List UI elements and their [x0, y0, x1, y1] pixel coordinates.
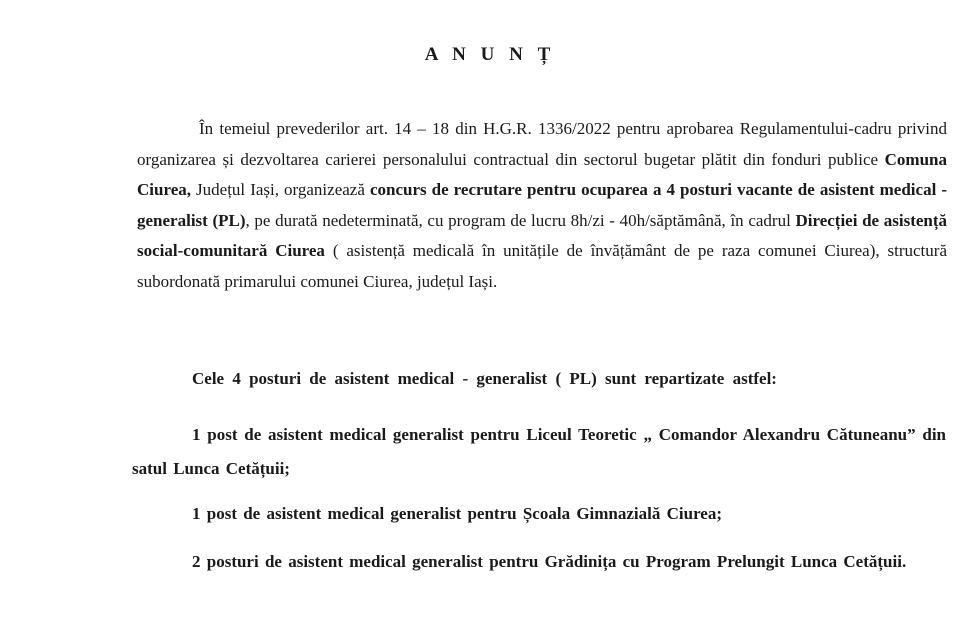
page-title: A N U N Ț: [424, 44, 556, 65]
list-item: 1 post de asistent medical generalist pentru Liceul Teoretic „ Comandor Alexandru Cătuneanu” din satul Lunca Cetățuii;: [132, 425, 946, 478]
intro-contest: concurs de recrutare pentru ocuparea a 4 posturi vacante de asistent medical - generalist (PL): [137, 180, 947, 230]
intro-commune: Comuna Ciurea,: [137, 149, 947, 199]
intro-paragraph: [137, 114, 947, 297]
list-item: 2 posturi de asistent medical generalist pentru Grădinița cu Program Prelungit Lunca Cetățuii.: [192, 552, 907, 571]
intro-text-2: Județul Iași, organizează: [191, 180, 370, 199]
list-item: 1 post de asistent medical generalist pentru Școala Gimnazială Ciurea;: [192, 504, 723, 523]
intro-text-1: În temeiul prevederilor art. 14 – 18 din H.G.R. 1336/2022 pentru aprobarea Regulamentului-cadru privind organizarea și dezvoltarea carierei personalului contractual din sectorul bugetar plătit din fonduri publice: [137, 119, 947, 169]
intro-text-3: , pe durată nedeterminată, cu program de lucru 8h/zi - 40h/săptămână, în cadrul: [245, 210, 796, 230]
intro-text-4: ( asistență medicală în unitățile de învățământ de pe raza comunei Ciurea), structură subordonată primarului comunei Ciurea, județul Iași.: [137, 241, 947, 291]
distribution-heading: Cele 4 posturi de asistent medical - generalist ( PL) sunt repartizate astfel:: [192, 369, 777, 388]
intro-directorate: Direcției de asistență social-comunitară Ciurea: [137, 210, 948, 260]
